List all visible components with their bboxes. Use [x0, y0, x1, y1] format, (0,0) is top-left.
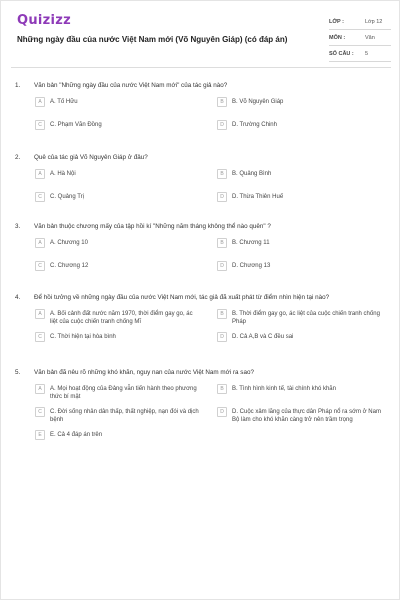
option-letter-box: D	[217, 407, 227, 417]
header-divider	[11, 67, 391, 68]
option-text: C. Phạm Văn Đồng	[50, 122, 102, 128]
option-text: D. Cuộc xâm lăng của thực dân Pháp nổ ra sớm ở Nam Bộ làm cho khó khăn càng trở nên trầm trọng	[232, 409, 381, 423]
question-4	[15, 293, 387, 368]
option-text: A. Mọi hoạt động của Đảng vẫn tiến hành theo phương thức bí mật	[50, 386, 197, 400]
question-text: Văn bản đã nêu rõ những khó khăn, nguy nan của nước Việt Nam mới ra sao?	[34, 369, 254, 376]
option-letter-box: C	[35, 332, 45, 342]
meta-key: MÔN :	[329, 34, 346, 41]
option-text: A. Chương 10	[50, 240, 88, 246]
option-letter-box: C	[35, 192, 45, 202]
option-a[interactable]	[35, 308, 205, 331]
option-letter-box: D	[217, 261, 227, 271]
option-letter-box: C	[35, 261, 45, 271]
meta-value: Văn	[365, 34, 375, 41]
option-letter-box: D	[217, 192, 227, 202]
question-number: 2.	[15, 154, 21, 161]
option-text: B. Tình hình kinh tế, tài chính khó khăn	[232, 386, 336, 392]
option-a[interactable]	[35, 383, 205, 406]
question-text: Quê của tác giả Võ Nguyên Giáp ở đâu?	[34, 154, 148, 161]
option-letter-box: B	[217, 238, 227, 248]
meta-value: 5	[365, 50, 369, 57]
question-text: Để hồi tưởng về những ngày đầu của nước Việt Nam mới, tác giả đã xuất phát từ điểm nhìn hiện tại nào?	[34, 294, 330, 301]
meta-key: LỚP :	[329, 18, 344, 25]
option-c[interactable]	[35, 119, 205, 142]
option-d[interactable]	[217, 260, 387, 283]
option-text: D. Cả A,B và C đều sai	[232, 334, 294, 340]
option-letter-box: B	[217, 384, 227, 394]
option-c[interactable]	[35, 191, 205, 214]
option-text: B. Chương 11	[232, 240, 270, 246]
option-text: E. Cả 4 đáp án trên	[50, 432, 103, 438]
option-b[interactable]	[217, 383, 387, 406]
option-c[interactable]	[35, 406, 205, 429]
question-3	[15, 222, 387, 293]
document-title: Những ngày đầu của nước Việt Nam mới (Võ Nguyên Giáp) (có đáp án)	[17, 35, 288, 44]
option-text: A. Bối cảnh đất nước năm 1970, thời điểm gay go, ác liệt của cuộc chiến tranh chống Mĩ	[50, 311, 193, 325]
option-d[interactable]	[217, 119, 387, 142]
question-number: 5.	[15, 369, 21, 376]
option-letter-box: B	[217, 309, 227, 319]
quizizz-logo: Quizizz	[17, 13, 72, 28]
question-number: 3.	[15, 223, 21, 230]
option-b[interactable]	[217, 96, 387, 119]
option-d[interactable]	[217, 191, 387, 214]
option-text: C. Đời sống nhân dân thấp, thất nghiệp, nạn đói và dịch bệnh	[50, 409, 199, 423]
option-letter-box: E	[35, 430, 45, 440]
option-text: C. Thời hiện tại hòa bình	[50, 334, 116, 340]
option-text: D. Thừa Thiên Huế	[232, 194, 284, 200]
question-5	[15, 368, 387, 452]
question-text: Văn bản "Những ngày đầu của nước Việt Nam mới" của tác giả nào?	[34, 82, 228, 89]
question-number: 1.	[15, 82, 21, 89]
option-b[interactable]	[217, 237, 387, 260]
option-letter-box: C	[35, 407, 45, 417]
meta-row-question-count	[329, 46, 391, 62]
option-letter-box: A	[35, 238, 45, 248]
option-letter-box: B	[217, 169, 227, 179]
option-letter-box: D	[217, 120, 227, 130]
option-c[interactable]	[35, 331, 205, 354]
option-d[interactable]	[217, 331, 387, 354]
option-text: D. Trường Chinh	[232, 122, 277, 128]
option-letter-box: D	[217, 332, 227, 342]
meta-row-subject	[329, 30, 391, 46]
option-text: C. Quảng Trị	[50, 194, 85, 200]
question-number: 4.	[15, 294, 21, 301]
meta-key: SỐ CÂU :	[329, 50, 354, 57]
question-text: Văn bản thuộc chương mấy của tập hồi kí "Những năm tháng không thể nào quên" ?	[34, 223, 271, 230]
option-text: B. Võ Nguyên Giáp	[232, 99, 284, 105]
option-e[interactable]	[35, 429, 205, 452]
question-list	[15, 81, 387, 452]
option-a[interactable]	[35, 96, 205, 119]
option-text: B. Thời điểm gay go, ác liệt của cuộc chiến tranh chống Pháp	[232, 311, 380, 325]
option-b[interactable]	[217, 168, 387, 191]
option-letter-box: C	[35, 120, 45, 130]
option-b[interactable]	[217, 308, 387, 331]
option-text: D. Chương 13	[232, 263, 271, 269]
option-d[interactable]	[217, 406, 387, 429]
option-text: C. Chương 12	[50, 263, 89, 269]
meta-value: Lớp 12	[365, 18, 383, 25]
option-text: B. Quảng Bình	[232, 171, 272, 177]
option-text: A. Tố Hữu	[50, 99, 78, 105]
option-letter-box: A	[35, 97, 45, 107]
option-letter-box: A	[35, 384, 45, 394]
option-c[interactable]	[35, 260, 205, 283]
option-letter-box: B	[217, 97, 227, 107]
option-a[interactable]	[35, 168, 205, 191]
question-1	[15, 81, 387, 153]
option-letter-box: A	[35, 309, 45, 319]
meta-info-box	[329, 14, 391, 62]
option-text: A. Hà Nội	[50, 171, 76, 177]
option-a[interactable]	[35, 237, 205, 260]
option-letter-box: A	[35, 169, 45, 179]
meta-row-grade	[329, 14, 391, 30]
question-2	[15, 153, 387, 222]
